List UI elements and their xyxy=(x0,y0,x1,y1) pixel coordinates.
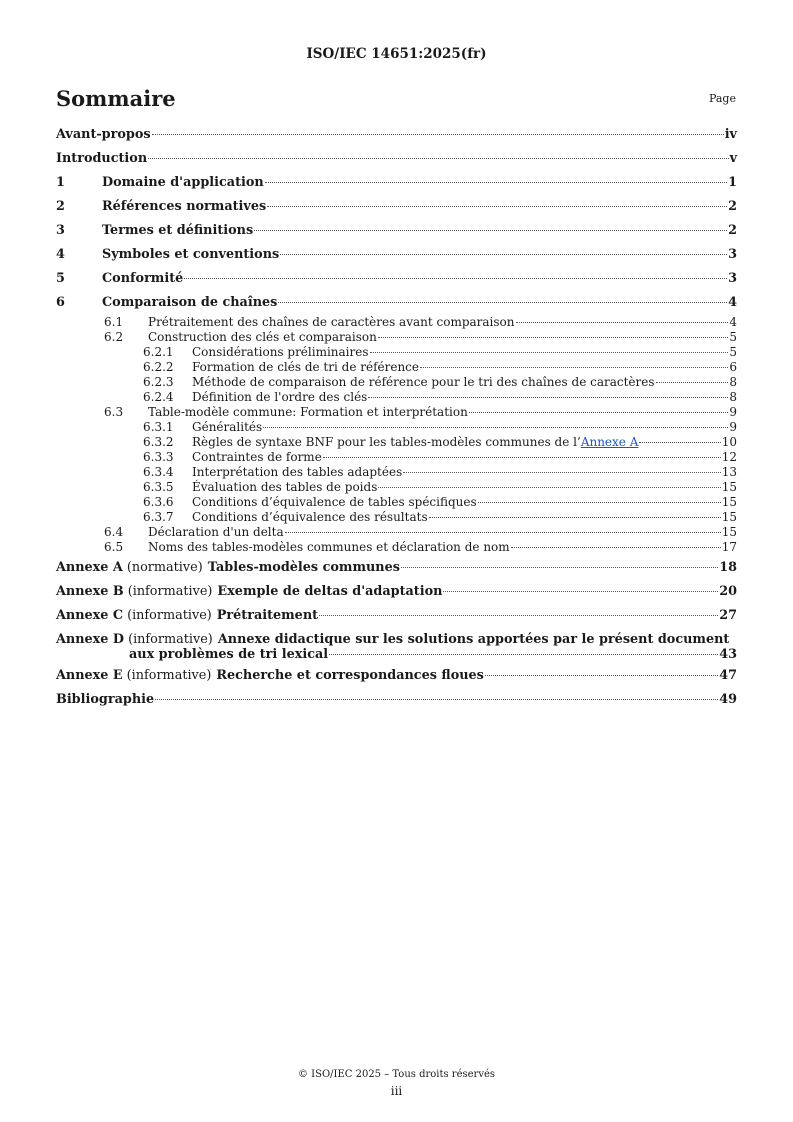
section-number: 6.3 xyxy=(104,405,124,419)
annex-label: Annexe A xyxy=(56,560,123,575)
toc-entry-page: 8 xyxy=(729,390,737,404)
page-title: Sommaire xyxy=(56,86,176,111)
annex-title: Tables-modèles communes xyxy=(207,560,400,575)
toc-entry-page: 15 xyxy=(721,495,737,509)
toc-entry-page: 13 xyxy=(721,465,737,479)
toc-entry-annex-a[interactable] xyxy=(56,560,737,584)
dot-leader xyxy=(429,517,721,518)
section-number: 4 xyxy=(56,247,65,262)
toc-entry-section-1[interactable] xyxy=(56,175,737,199)
toc-entry-text: Interprétation des tables adaptées xyxy=(192,465,403,479)
section-number: 2 xyxy=(56,199,65,214)
toc-entry-page: 2 xyxy=(728,199,737,214)
toc-entry-page: 10 xyxy=(721,435,737,449)
toc-entry-section-6-4[interactable] xyxy=(56,525,737,540)
dot-leader xyxy=(378,337,729,338)
document-header: ISO/IEC 14651:2025(fr) xyxy=(306,46,487,62)
section-number: 6 xyxy=(56,295,65,310)
toc-entry-text: Formation de clés de tri de référence xyxy=(192,360,419,374)
annex-title: Recherche et correspondances floues xyxy=(216,668,484,683)
toc-entry-section-6-5[interactable] xyxy=(56,540,737,560)
toc-entry-text: Construction des clés et comparaison xyxy=(148,330,377,344)
toc-entry-section-6-2[interactable] xyxy=(56,330,737,345)
toc-entry-text: Introduction xyxy=(56,151,148,166)
section-number: 6.1 xyxy=(104,315,124,329)
toc-entry-text xyxy=(192,435,638,449)
dot-leader xyxy=(155,699,718,700)
dot-leader xyxy=(443,591,718,592)
dot-leader xyxy=(263,427,728,428)
toc-entry-avant-propos[interactable] xyxy=(56,127,737,151)
toc-entry-annex-b[interactable] xyxy=(56,584,737,608)
section-number: 6.2 xyxy=(104,330,124,344)
dot-leader xyxy=(516,322,729,323)
toc-entry-page: 43 xyxy=(719,647,737,662)
annex-title: Exemple de deltas d'adaptation xyxy=(217,584,443,599)
section-number: 6.3.2 xyxy=(143,435,174,449)
toc-entry-annex-e[interactable] xyxy=(56,668,737,692)
annex-d-line-2 xyxy=(56,647,737,662)
toc-entry-text: Généralités xyxy=(192,420,263,434)
toc-entry-section-2[interactable] xyxy=(56,199,737,223)
annex-label: Annexe D xyxy=(56,632,125,647)
toc-entry-page: 49 xyxy=(719,692,737,707)
toc-entry-section-6-3-6[interactable] xyxy=(56,495,737,510)
dot-leader xyxy=(370,352,729,353)
dot-leader xyxy=(148,158,728,159)
dot-leader xyxy=(639,442,720,443)
dot-leader xyxy=(420,367,728,368)
annex-title-line-1: Annexe didactique sur les solutions apportées par le présent document xyxy=(217,632,730,647)
toc-entry-text: Conditions d’équivalence des résultats xyxy=(192,510,428,524)
section-number: 5 xyxy=(56,271,65,286)
annex-title: Prétraitement xyxy=(216,608,319,623)
toc-entry-text: Méthode de comparaison de référence pour le tri des chaînes de caractères xyxy=(192,375,655,389)
toc-entry-text: Domaine d'application xyxy=(102,175,264,190)
toc-entry-text: Avant-propos xyxy=(56,127,151,142)
toc-entry-section-6-2-4[interactable] xyxy=(56,390,737,405)
toc-entry-text: Déclaration d'un delta xyxy=(148,525,284,539)
dot-leader xyxy=(280,254,727,255)
annex-kind: (informative) xyxy=(128,632,213,647)
table-of-contents xyxy=(56,127,737,716)
toc-entry-page: 27 xyxy=(719,608,737,623)
toc-entry-page: 6 xyxy=(729,360,737,374)
annex-kind: (informative) xyxy=(127,608,212,623)
toc-entry-page: 17 xyxy=(721,540,737,554)
toc-entry-page: iv xyxy=(724,127,737,142)
annex-d-line-1 xyxy=(56,632,737,647)
toc-entry-bibliographie[interactable] xyxy=(56,692,737,716)
toc-entry-text: Conformité xyxy=(102,271,184,286)
toc-entry-page: 12 xyxy=(721,450,737,464)
toc-entry-section-5[interactable] xyxy=(56,271,737,295)
toc-entry-page: 3 xyxy=(728,271,737,286)
toc-entry-section-6-3-4[interactable] xyxy=(56,465,737,480)
toc-entry-text: Conditions d’équivalence de tables spécifiques xyxy=(192,495,477,509)
toc-entry-section-3[interactable] xyxy=(56,223,737,247)
toc-entry-section-6-3-2[interactable] xyxy=(56,435,737,450)
toc-entry-section-6-3-3[interactable] xyxy=(56,450,737,465)
section-number: 6.3.4 xyxy=(143,465,174,479)
toc-entry-page: 18 xyxy=(719,560,737,575)
toc-entry-text-prefix: Règles de syntaxe BNF pour les tables-modèles communes de l’ xyxy=(192,435,581,449)
toc-entry-page: 15 xyxy=(721,510,737,524)
toc-entry-page: 5 xyxy=(729,330,737,344)
annex-label: Annexe C xyxy=(56,608,124,623)
dot-leader xyxy=(656,382,729,383)
dot-leader xyxy=(469,412,729,413)
dot-leader xyxy=(267,206,727,207)
toc-entry-section-6-3-7[interactable] xyxy=(56,510,737,525)
toc-entry-page: 4 xyxy=(728,295,737,310)
toc-entry-text: Table-modèle commune: Formation et interprétation xyxy=(148,405,468,419)
dot-leader xyxy=(478,502,721,503)
annex-kind: (informative) xyxy=(126,668,212,683)
toc-entry-page: 47 xyxy=(719,668,737,683)
dot-leader xyxy=(403,472,720,473)
dot-leader xyxy=(401,567,718,568)
toc-entry-page: 3 xyxy=(728,247,737,262)
dot-leader xyxy=(278,302,727,303)
page-number: iii xyxy=(390,1084,403,1098)
toc-entry-annex-c[interactable] xyxy=(56,608,737,632)
toc-entry-section-6[interactable] xyxy=(56,295,737,315)
toc-entry-page: 2 xyxy=(728,223,737,238)
toc-entry-text: Contraintes de forme xyxy=(192,450,322,464)
section-number: 6.2.1 xyxy=(143,345,174,359)
toc-entry-text: Considérations préliminaires xyxy=(192,345,369,359)
section-number: 6.5 xyxy=(104,540,124,554)
dot-leader xyxy=(254,230,727,231)
section-number: 6.3.3 xyxy=(143,450,174,464)
toc-entry-page: 5 xyxy=(729,345,737,359)
annex-title-line-2: aux problèmes de tri lexical xyxy=(129,647,329,662)
toc-entry-page: 8 xyxy=(729,375,737,389)
toc-entry-page: 1 xyxy=(728,175,737,190)
annex-d-title-block xyxy=(56,632,737,662)
dot-leader xyxy=(485,675,718,676)
toc-entry-annex-d[interactable] xyxy=(56,632,737,668)
section-number: 6.3.1 xyxy=(143,420,174,434)
toc-entry-text: Symboles et conventions xyxy=(102,247,280,262)
toc-entry-page: 15 xyxy=(721,480,737,494)
dot-leader xyxy=(152,134,724,135)
section-number: 6.2.4 xyxy=(143,390,174,404)
toc-entry-page: 20 xyxy=(719,584,737,599)
toc-entry-section-6-1[interactable] xyxy=(56,315,737,330)
toc-entry-section-6-2-3[interactable] xyxy=(56,375,737,390)
dot-leader xyxy=(184,278,727,279)
annex-kind: (normative) xyxy=(126,560,203,575)
toc-entry-introduction[interactable] xyxy=(56,151,737,175)
toc-entry-text: Évaluation des tables de poids xyxy=(192,480,378,494)
toc-entry-text: Prétraitement des chaînes de caractères avant comparaison xyxy=(148,315,515,329)
section-number: 6.2.2 xyxy=(143,360,174,374)
dot-leader xyxy=(285,532,721,533)
toc-entry-section-4[interactable] xyxy=(56,247,737,271)
dot-leader xyxy=(319,615,718,616)
toc-entry-section-6-3[interactable] xyxy=(56,405,737,420)
annex-kind: (informative) xyxy=(127,584,213,599)
dot-leader xyxy=(378,487,720,488)
dot-leader xyxy=(368,397,728,398)
toc-entry-section-6-2-2[interactable] xyxy=(56,360,737,375)
toc-entry-page: 4 xyxy=(729,315,737,329)
section-number: 1 xyxy=(56,175,65,190)
toc-entry-text: Bibliographie xyxy=(56,692,155,707)
page-footer xyxy=(0,1066,793,1100)
toc-entry-text: Définition de l'ordre des clés xyxy=(192,390,368,404)
dot-leader xyxy=(265,182,727,183)
toc-entry-text: Références normatives xyxy=(102,199,267,214)
page-column-label: Page xyxy=(708,92,736,105)
toc-entry-page: 9 xyxy=(729,420,737,434)
toc-entry-page: 15 xyxy=(721,525,737,539)
section-number: 3 xyxy=(56,223,65,238)
section-number: 6.3.5 xyxy=(143,480,174,494)
annex-label: Annexe E xyxy=(56,668,123,683)
toc-entry-page: v xyxy=(729,151,737,166)
toc-entry-section-6-3-1[interactable] xyxy=(56,420,737,435)
toc-entry-page: 9 xyxy=(729,405,737,419)
annex-a-link[interactable]: Annexe A xyxy=(580,435,639,449)
toc-entry-section-6-3-5[interactable] xyxy=(56,480,737,495)
toc-entry-text: Comparaison de chaînes xyxy=(102,295,278,310)
section-number: 6.2.3 xyxy=(143,375,174,389)
toc-entry-text: Noms des tables-modèles communes et déclaration de nom xyxy=(148,540,510,554)
toc-entry-text: Termes et définitions xyxy=(102,223,254,238)
section-number: 6.3.7 xyxy=(143,510,174,524)
dot-leader xyxy=(323,457,721,458)
section-number: 6.3.6 xyxy=(143,495,174,509)
annex-label: Annexe B xyxy=(56,584,124,599)
dot-leader xyxy=(511,547,721,548)
copyright-notice: © ISO/IEC 2025 – Tous droits réservés xyxy=(297,1069,496,1080)
toc-entry-section-6-2-1[interactable] xyxy=(56,345,737,360)
dot-leader xyxy=(329,654,718,655)
section-number: 6.4 xyxy=(104,525,124,539)
